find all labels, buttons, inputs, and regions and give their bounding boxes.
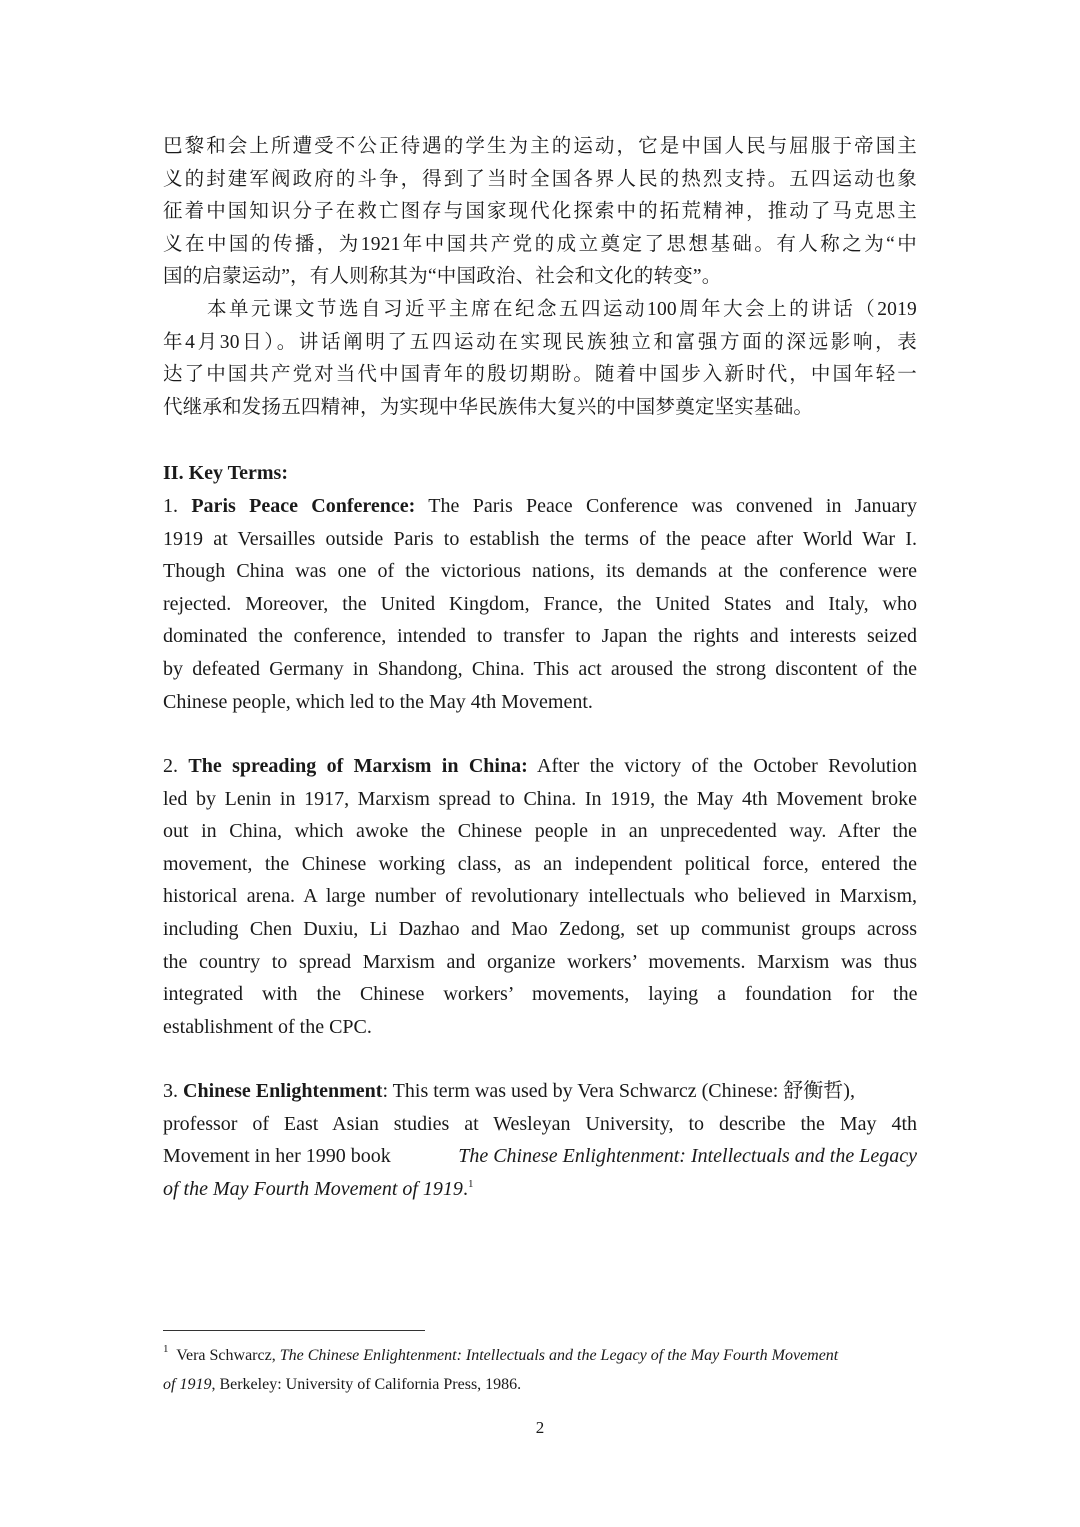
book-title: of the May Fourth Movement of 1919 <box>163 1177 463 1200</box>
text-line: 本单元课文节选自习近平主席在纪念五四运动100周年大会上的讲话（2019 <box>163 299 917 320</box>
text-line: 义在中国的传播，为1921年中国共产党的成立奠定了思想基础。有人称之为“中 <box>163 233 917 255</box>
text-line: 年4月30日）。讲话阐明了五四运动在实现民族独立和富强方面的深远影响，表 <box>163 331 917 353</box>
footnote <box>163 1341 917 1399</box>
text-line: 巴黎和会上所遭受不公正待遇的学生为主的运动，它是中国人民与屈服于帝国主 <box>163 136 917 157</box>
text-line: 义的封建军阀政府的斗争，得到了当时全国各界人民的热烈支持。五四运动也象 <box>163 168 917 190</box>
text-line: the country to spread Marxism and organize workers’ movements. Marxism was thus <box>163 950 917 973</box>
chinese-intro-paragraph-2 <box>163 294 917 424</box>
footnote-reference[interactable]: 1 <box>467 1177 474 1190</box>
page-number: 2 <box>535 1418 545 1437</box>
text-line: 代继承和发扬五四精神，为实现中华民族伟大复兴的中国梦奠定坚实基础。 <box>163 396 814 418</box>
text-line: out in China, which awoke the Chinese people in an unprecedented way. After the <box>163 820 917 843</box>
footnote-marker: 1 <box>163 1343 169 1355</box>
text-line: rejected. Moreover, the United Kingdom, France, the United States and Italy, who <box>163 592 917 615</box>
term-title: Paris Peace Conference: <box>191 495 416 517</box>
key-term-3 <box>163 1075 917 1205</box>
text-line: The Paris Peace Conference was convened in January <box>415 495 917 517</box>
text-line: Though China was one of the victorious nations, its demands at the conference were <box>163 560 917 583</box>
key-term-2 <box>163 750 917 1043</box>
term-title: Chinese Enlightenment <box>183 1080 383 1102</box>
text-line: Chinese people, which led to the May 4th Movement. <box>163 690 593 713</box>
text-line: Movement in her 1990 book <box>163 1145 396 1168</box>
text-line: including Chen Duxiu, Li Dazhao and Mao Zedong, set up communist groups across <box>163 917 917 940</box>
section-heading: II. Key Terms: <box>163 462 288 484</box>
footnote-author: Vera Schwarcz, <box>168 1347 280 1364</box>
footnote-publisher: , Berkeley: University of California Press, 1986. <box>211 1376 522 1393</box>
term-number: 2. <box>163 755 189 777</box>
footnote-title: The Chinese Enlightenment: Intellectuals and the Legacy of the May Fourth Movement <box>279 1347 839 1364</box>
text-line: : This term was used by Vera Schwarcz (Chinese: 舒衡哲), <box>382 1080 855 1102</box>
text-line: After the victory of the October Revolution <box>527 755 917 777</box>
text-line: movement, the Chinese working class, as an independent political force, entered the <box>163 852 917 875</box>
term-title: The spreading of Marxism in China: <box>188 755 528 777</box>
term-number: 3. <box>163 1080 183 1102</box>
key-terms-heading <box>163 457 917 490</box>
chinese-intro-paragraph-1 <box>163 131 917 294</box>
text-line: . <box>462 1177 468 1200</box>
text-line: dominated the conference, intended to transfer to Japan the rights and interests seized <box>163 625 917 648</box>
text-line: led by Lenin in 1917, Marxism spread to China. In 1919, the May 4th Movement broke <box>163 787 917 810</box>
book-title: The Chinese Enlightenment: Intellectuals and the Legacy <box>458 1145 917 1168</box>
text-line: by defeated Germany in Shandong, China. This act aroused the strong discontent of the <box>163 657 917 680</box>
footnote-title: of 1919 <box>163 1376 212 1393</box>
text-line: 达了中国共产党对当代中国青年的殷切期盼。随着中国步入新时代，中国年轻一 <box>163 364 917 386</box>
text-line: professor of East Asian studies at Wesleyan University, to describe the May 4th <box>163 1112 917 1135</box>
text-line: 国的启蒙运动”，有人则称其为“中国政治、社会和文化的转变”。 <box>163 266 722 288</box>
text-line: establishment of the CPC. <box>163 1015 372 1038</box>
term-number: 1. <box>163 495 192 517</box>
text-line: integrated with the Chinese workers’ movements, laying a foundation for the <box>163 983 918 1006</box>
text-line: historical arena. A large number of revolutionary intellectuals who believed in Marxism, <box>163 885 917 908</box>
text-line: 1919 at Versailles outside Paris to establish the terms of the peace after World War I. <box>163 527 917 550</box>
key-term-1 <box>163 490 917 718</box>
text-line: 征着中国知识分子在救亡图存与国家现代化探索中的拓荒精神，推动了马克思主 <box>163 201 917 223</box>
footnote-divider <box>163 1330 425 1331</box>
